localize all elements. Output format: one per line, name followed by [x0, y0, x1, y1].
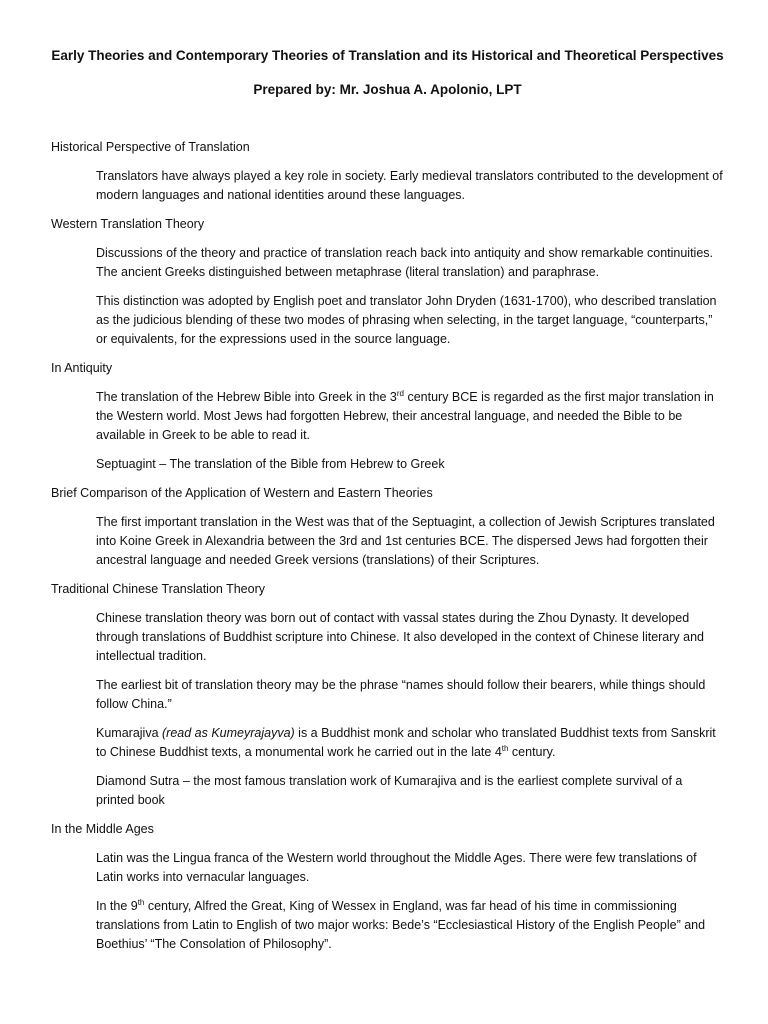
section-heading-antiquity: In Antiquity: [51, 361, 113, 375]
paragraph: The first important translation in the West was that of the Septuagint, a collection of Jewish Scriptures translated into Koine Greek in Alexandria between the 3rd and 1st centuries BCE. The dispersed Jews had forgotten their ancestral language and needed Greek versions (translations) of their Scriptures.: [96, 515, 715, 567]
text-run: century, Alfred the Great, King of Wessex in England, was far head of his time in commissioning translations from Latin to English of two major works: Bede’s “Ecclesiastical History of the English People” and Boethius’ “The Consolation of Philosophy”.: [96, 899, 706, 951]
text-run: Kumarajiva: [96, 726, 162, 740]
paragraph: Chinese translation theory was born out of contact with vassal states during the Zhou Dynasty. It developed through translations of Buddhist scripture into Chinese. It also developed in the context of Chinese literary and intellectual tradition.: [96, 611, 704, 663]
text-run: is a Buddhist monk and scholar who translated Buddhist texts from Sanskrit to Chinese Buddhist texts, a monumental work he carried out in the late 4: [96, 726, 716, 759]
text-run: century BCE is regarded as the first major translation in the Western world. Most Jews had forgotten Hebrew, their ancestral language, and needed the Bible to be available in Greek to be able to read it.: [96, 390, 714, 442]
paragraph: Translators have always played a key role in society. Early medieval translators contributed to the development of modern languages and national identities around these languages.: [96, 169, 723, 202]
paragraph: Septuagint – The translation of the Bible from Hebrew to Greek: [96, 457, 445, 471]
text-run: The translation of the Hebrew Bible into Greek in the 3: [96, 390, 397, 404]
paragraph: Latin was the Lingua franca of the Western world throughout the Middle Ages. There were few translations of Latin works into vernacular languages.: [96, 851, 697, 884]
paragraph: Diamond Sutra – the most famous translation work of Kumarajiva and is the earliest complete survival of a printed book: [96, 774, 683, 807]
superscript: rd: [396, 388, 404, 398]
paragraph: Discussions of the theory and practice of translation reach back into antiquity and show remarkable continuities. The ancient Greeks distinguished between metaphrase (literal translation) and paraphrase.: [96, 246, 713, 279]
text-run: In the 9: [96, 899, 138, 913]
section-heading-middle-ages: In the Middle Ages: [51, 822, 154, 836]
section-heading-comparison: Brief Comparison of the Application of Western and Eastern Theories: [51, 486, 433, 500]
paragraph: [96, 388, 724, 445]
section-heading-chinese-theory: Traditional Chinese Translation Theory: [51, 582, 266, 596]
document-author: Prepared by: Mr. Joshua A. Apolonio, LPT: [253, 82, 522, 97]
paragraph: [96, 724, 724, 762]
paragraph: [96, 897, 724, 954]
paragraph: This distinction was adopted by English poet and translator John Dryden (1631-1700), who described translation as the judicious blending of these two modes of phrasing when selecting, in the target language, “counterparts,” or equivalents, for the expressions used in the source language.: [96, 294, 717, 346]
superscript: th: [501, 743, 509, 753]
section-heading-historical-perspective: Historical Perspective of Translation: [51, 140, 250, 154]
italic-text: (read as Kumeyrajayva): [162, 726, 295, 740]
document-title: Early Theories and Contemporary Theories of Translation and its Historical and Theoretical Perspectives: [51, 48, 724, 63]
superscript: th: [137, 897, 145, 907]
section-heading-western-theory: Western Translation Theory: [51, 217, 205, 231]
paragraph: The earliest bit of translation theory may be the phrase “names should follow their bearers, while things should follow China.”: [96, 678, 706, 711]
text-run: century.: [508, 745, 556, 759]
